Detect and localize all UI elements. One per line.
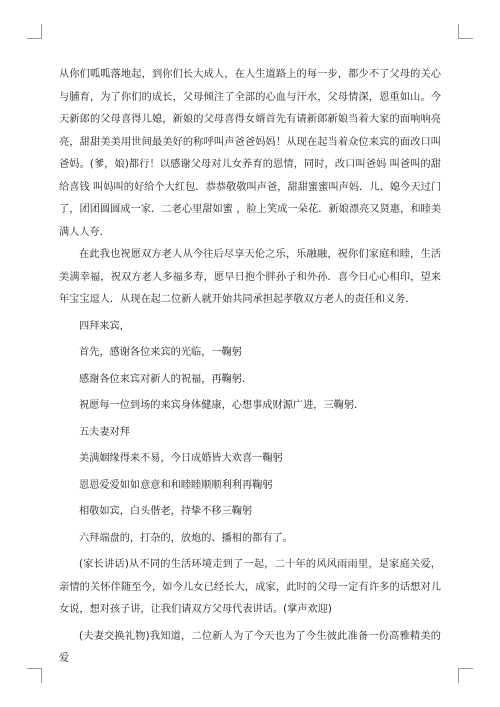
paragraph-first-bow-guests: 首先，感谢各位来宾的光临，一鞠躬 [79, 347, 242, 358]
crop-mark-bottom-left [27, 668, 42, 683]
paragraph-parents-speech: (家长讲话)从不同的生活环境走到了一起，二十年的风风雨雨里，是家庭关爱，亲情的关怀伴随至今，如今儿女已经长大，成家，此时的父母一定有许多的话想对儿女说，想对孩子讲，让我们请双方父母代表讲话。(掌声欢迎) [59, 559, 441, 615]
paragraph-blessing-elders: 在此我也祝愿双方老人从今往后尽享天伦之乐，乐融融，祝你们家庭和睦，生活美满幸福，祝双方老人多福多寿，愿早日抱个胖孙子和外孙．喜今日心心相印，望来年宝宝逗人．从现在起二位新人就开始共同承担起孝敬双方老人的责任和义务． [59, 249, 441, 305]
crop-mark-top-left [27, 24, 42, 39]
paragraph-couple-third-bow: 相敬如宾，白头偕老，持挚不移三鞠躬 [79, 506, 253, 517]
document-body [59, 64, 441, 671]
paragraph-sixth-bow: 六拜端盘的，打杂的，放炮的、播相的都有了。 [79, 532, 293, 544]
paragraph-heading-fourth-bow: 四拜来宾， [79, 320, 130, 332]
paragraph-second-bow-guests: 感谢各位来宾对新人的祝福，再鞠躬． [79, 373, 253, 385]
crop-mark-top-right [458, 24, 473, 39]
paragraph-parents-gratitude: 从你们呱呱落地起，到你们长大成人，在人生道路上的每一步，都少不了父母的关心与脯育，为了你们的成长，父母倾注了全部的心血与汗水，父母情深，恩重如山。今天新郎的父母喜得儿媳，新娘的父母喜得女婿首先有请新郎新娘当着大家的面响响亮亮，甜甜美美用世间最美好的称呼叫声爸爸妈妈！从现在起当着众位来宾的面改口叫爸妈。(爹，娘)都行！以感谢父母对儿女养育的恩情，同时，改口叫爸妈 叫爸叫的甜给喜钱 叫妈叫的好给个大红包．恭恭敬敬叫声爸，甜甜蜜蜜叫声妈．儿、媳今天过门了，团团圆圆成一家．二老心里甜如蜜 ，脸上笑成一朵花．新娘漂亮又贤惠，和睦美满人人夸． [59, 69, 441, 238]
paragraph-third-bow-guests: 祝愿每一位到场的来宾身体健康，心想事成财源广进，三鞠躬． [79, 400, 365, 411]
paragraph-gift-exchange: (夫妻交换礼物)我知道，二位新人为了今天也为了今生彼此准备一份高雅精美的爱 [59, 630, 441, 664]
paragraph-couple-second-bow: 恩恩爱爱如如意意和和睦睦顺顺利利再鞠躬 [79, 479, 273, 491]
crop-mark-bottom-right [458, 668, 473, 683]
paragraph-couple-first-bow: 美满姻缘得来不易，今日成婚皆大欢喜一鞠躬 [79, 453, 283, 464]
paragraph-heading-couple-bow: 五夫妻对拜 [79, 426, 130, 438]
